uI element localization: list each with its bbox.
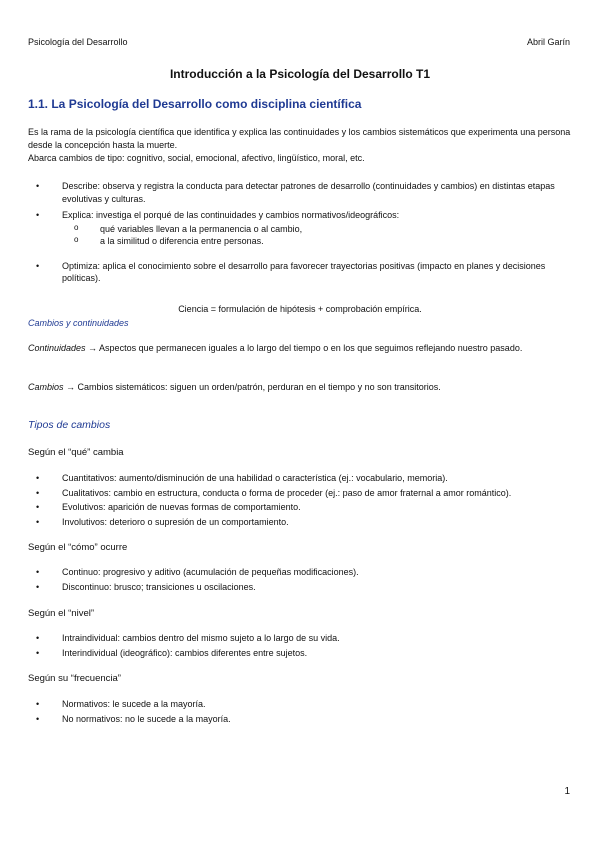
list-item: • Describe: observa y registra la conducta para detectar patrones de desarrollo (continuidades y cambios) en distintas etapas evolutivas y culturas. (32, 180, 568, 205)
page-number: 1 (564, 786, 570, 797)
tipos-heading: Tipos de cambios (28, 419, 111, 431)
list-item: • Discontinuo: brusco; transiciones u oscilaciones. (32, 581, 568, 594)
discipline-bullets (32, 180, 568, 287)
header-right: Abril Garín (526, 37, 570, 47)
list-item: • Normativos: le sucede a la mayoría. (32, 698, 568, 711)
list-item: • Cuantitativos: aumento/disminución de una habilidad o característica (ej.: vocabulario, memoria). (32, 472, 582, 485)
intro-paragraph: Es la rama de la psicología científica que identifica y explica las continuidades y los cambios sistemáticos que experimenta una persona desde la concepción hasta la muerte. (28, 127, 571, 150)
list-item: • Cualitativos: cambio en estructura, conducta o forma de proceder (ej.: paso de amor fraternal a amor romántico). (32, 487, 582, 500)
formula: Ciencia = formulación de hipótesis + comprobación empírica. (178, 304, 422, 314)
list-item: • No normativos: no le sucede a la mayoría. (32, 713, 568, 726)
group-list (32, 632, 568, 661)
group-title: Según el “qué” cambia (28, 447, 124, 458)
group-title: Según su “frecuencia” (28, 673, 121, 684)
sub-list (62, 223, 568, 248)
sub-list-item: o a la similitud o diferencia entre personas. (62, 235, 568, 248)
list-item: • Explica: investiga el porqué de las continuidades y cambios normativos/ideográficos: o qué variables llevan a la permanencia o al cambio, o a la similitud o diferencia entre personas. (32, 209, 568, 248)
list-item: • Optimiza: aplica el conocimiento sobre el desarrollo para favorecer trayectorias positivas (impacto en planes y decisiones políticas). (32, 260, 568, 285)
subsection-heading: Cambios y continuidades (28, 318, 129, 328)
page-title: Introducción a la Psicología del Desarrollo T1 (169, 67, 431, 81)
group-list (32, 698, 568, 727)
group-title: Según el “nivel” (28, 608, 95, 619)
group-list (32, 472, 582, 530)
list-item: • Continuo: progresivo y aditivo (acumulación de pequeñas modificaciones). (32, 566, 568, 579)
list-item: • Evolutivos: aparición de nuevas formas de comportamiento. (32, 501, 582, 514)
section-heading: 1.1. La Psicología del Desarrollo como disciplina científica (28, 97, 362, 111)
list-item: • Intraindividual: cambios dentro del mismo sujeto a lo largo de su vida. (32, 632, 568, 645)
intro-types: Abarca cambios de tipo: cognitivo, social, emocional, afectivo, lingüístico, moral, etc. (28, 153, 365, 163)
sub-list-item: o qué variables llevan a la permanencia o al cambio, (62, 223, 568, 236)
header-left: Psicología del Desarrollo (28, 37, 128, 47)
cambios-def: Cambios → Cambios sistemáticos: siguen un orden/patrón, perduran en el tiempo y no son transitorios. (28, 382, 441, 392)
group-title: Según el “cómo” ocurre (28, 542, 128, 553)
list-item: • Involutivos: deterioro o supresión de un comportamiento. (32, 516, 582, 529)
group-list (32, 566, 568, 595)
continuidades-def: Continuidades → Aspectos que permanecen iguales a lo largo del tiempo o en los que seguimos reflejando nuestro pasado. (28, 343, 523, 353)
list-item: • Interindividual (ideográfico): cambios diferentes entre sujetos. (32, 647, 568, 660)
